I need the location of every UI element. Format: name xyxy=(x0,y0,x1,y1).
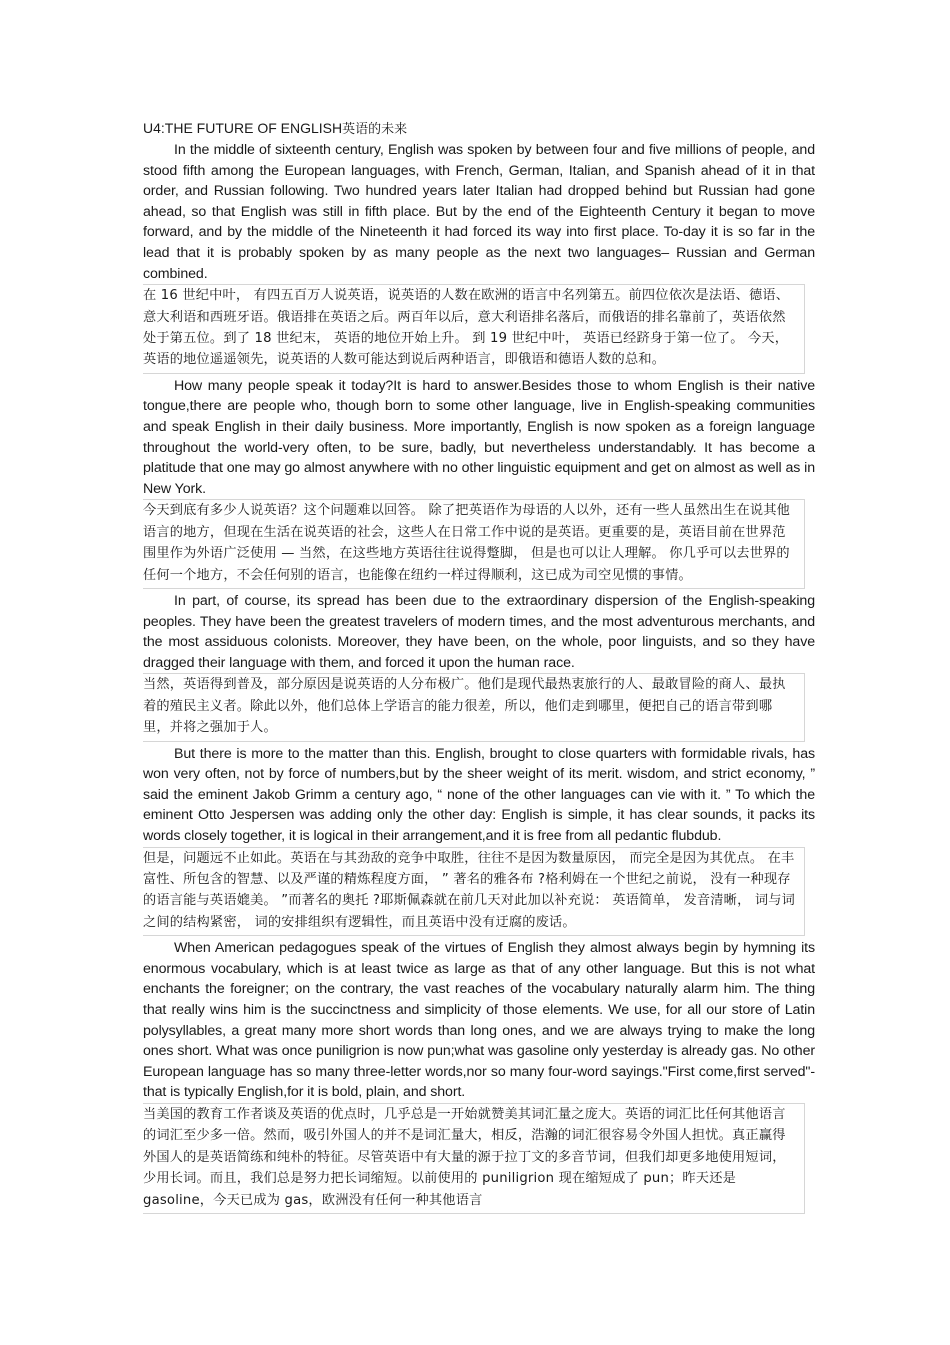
title-english: U4:THE FUTURE OF ENGLISH xyxy=(143,120,343,136)
paragraph-5-chinese: 当美国的教育工作者谈及英语的优点时，几乎总是一开始就赞美其词汇量之庞大。英语的词汇比任何其他语言的词汇至少多一倍。然而，吸引外国人的并不是词汇量大，相反，浩瀚的词汇很容易令外国人担忧。真正赢得外国人的是英语简练和纯朴的特征。尽管英语中有大量的源于拉丁文的多音节词，但我们却更多地使用短词，少用长词。而且，我们总是努力把长词缩短。以前使用的 puniligrion 现在缩短成了 pun；昨天还是 gasoline，今天已成为 gas，欧洲没有任何一种其他语言 xyxy=(143,1103,805,1214)
paragraph-1-english: In the middle of sixteenth century, English was spoken by between four and five millions of people, and stood fifth among the European languages, with French, German, Italian, and Spanish ahead of it in that order, and Russian following. Two hundred years later Italian had dropped behind but Russian had gone ahead, so that English was still in fifth place. But by the end of the Eighteenth Century it began to move forward, and by the middle of the Nineteenth it had forced its way into first place. To-day it is so far in the lead that it is probably spoken by as many people as the next two languages– Russian and German combined. xyxy=(143,142,815,282)
paragraph-3-english: In part, of course, its spread has been due to the extraordinary dispersion of the English-speaking peoples. They have been the greatest travelers of modern times, and the most adventurous merchants, and the most assiduous colonists. Moreover, they have been, on the whole, poor linguists, and so they have dragged their language with them, and forced it upon the human race. xyxy=(143,592,815,671)
paragraph-2-english: How many people speak it today?It is hard to answer.Besides those to whom English is their native tongue,there are people who, though born to some other language, live in English-speaking communities and speak English in their daily business. More importantly, English is now spoken as a foreign language throughout the world-very often, to be sure, badly, but nevertheless understandably. It has become a platitude that one may go almost anywhere with no other linguistic equipment and get on almost as well as in New York. xyxy=(143,377,815,497)
document-page xyxy=(143,118,815,1216)
paragraph-4-english: But there is more to the matter than this. English, brought to close quarters with formidable rivals, has won very often, not by force of numbers,but by the sheer weight of its merit. wisdom, and strict economy, ” said the eminent Jakob Grimm a century ago, “ none of the other languages can vie with it. ” To which the eminent Otto Jespersen was adding only the other day: English is simple, it has clear sounds, it packs its words closely together, it is logical in their arrangement,and it is free from all pedantic flubdub. xyxy=(143,745,815,844)
paragraph-2-chinese: 今天到底有多少人说英语？这个问题难以回答。 除了把英语作为母语的人以外，还有一些人虽然出生在说其他语言的地方，但现在生活在说英语的社会，这些人在日常工作中说的是英语。更重要的是，英语目前在世界范围里作为外语广泛使用 — 当然，在这些地方英语往往说得蹩脚， 但是也可以让人理解。 你几乎可以去世界的任何一个地方，不会任何别的语言，也能像在纽约一样过得顺利，这已成为司空见惯的事情。 xyxy=(143,499,805,589)
paragraph-1-chinese: 在 16 世纪中叶， 有四五百万人说英语，说英语的人数在欧洲的语言中名列第五。前四位依次是法语、德语、意大利语和西班牙语。俄语排在英语之后。两百年以后，意大利语排名落后，而俄语的排名靠前了，英语依然处于第五位。到了 18 世纪末， 英语的地位开始上升。 到 19 世纪中叶， 英语已经跻身于第一位了。 今天， 英语的地位遥遥领先，说英语的人数可能达到说后两种语言，即俄语和德语人数的总和。 xyxy=(143,284,805,374)
page-title xyxy=(143,118,815,140)
paragraph-5-english: When American pedagogues speak of the virtues of English they almost always begin by hymning its enormous vocabulary, which is at least twice as large as that of any other language. But this is not what enchants the foreigner; on the contrary, the vast reaches of the vocabulary naturally alarm him. The thing that really wins him is the succinctness and simplicity of those elements. We use, for all our store of Latin polysyllables, a great many more short words than long ones, and we are always trying to make the long ones short. What was once puniligrion is now pun;what was gasoline only yesterday is already gas. No other European language has so many three-letter words,nor so many four-word sayings."First come,first served"-that is typically English,for it is bold, plain, and short. xyxy=(143,940,815,1101)
paragraph-3-chinese: 当然，英语得到普及，部分原因是说英语的人分布极广。他们是现代最热衷旅行的人、最敢冒险的商人、最执着的殖民主义者。除此以外，他们总体上学语言的能力很差，所以，他们走到哪里，便把自己的语言带到哪里，并将之强加于人。 xyxy=(143,673,805,741)
paragraph-4-chinese: 但是，问题远不止如此。英语在与其劲敌的竞争中取胜，往往不是因为数量原因， 而完全是因为其优点。 在丰富性、所包含的智慧、以及严谨的精炼程度方面， ” 著名的雅各布 ?格利姆在一个世纪之前说， 没有一种现存的语言能与英语媲美。 ”而著名的奥托 ?耶斯佩森就在前几天对此加以补充说： 英语简单， 发音清晰， 词与词之间的结构紧密， 词的安排组织有逻辑性，而且英语中没有迂腐的废话。 xyxy=(143,847,805,937)
title-chinese: 英语的未来 xyxy=(342,122,408,137)
